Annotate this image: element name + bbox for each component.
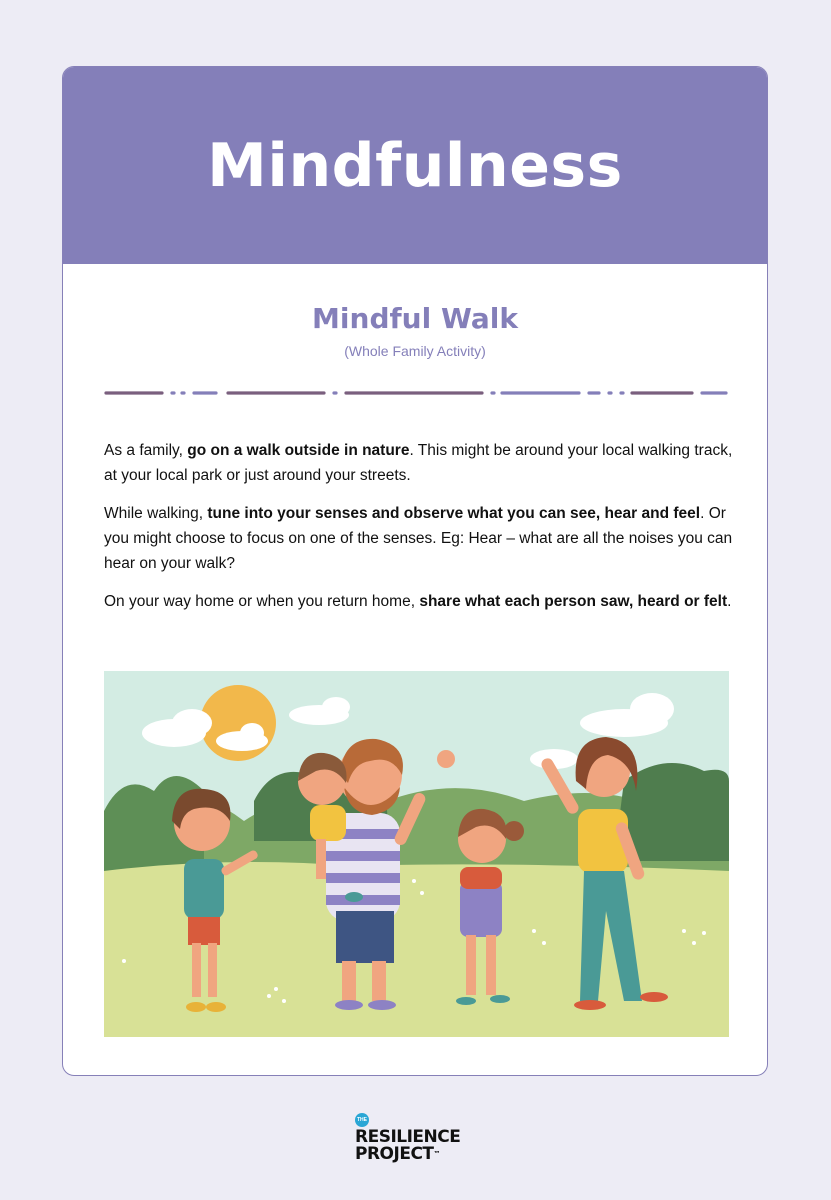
- paragraph-3: On your way home or when you return home, share what each person saw, heard or felt.: [104, 593, 732, 610]
- activity-note: (Whole Family Activity): [344, 343, 486, 359]
- logo-line-2: PROJECT™: [355, 1144, 441, 1164]
- dashed-divider: [104, 389, 728, 397]
- paragraph-1: As a family, go on a walk outside in nature. This might be around your local walking track, at your local park or just around your streets.: [104, 442, 733, 484]
- family-walk-illustration: [104, 671, 729, 1037]
- activity-card: [62, 66, 768, 1076]
- resilience-project-logo: [355, 1113, 479, 1167]
- logo-line-1: RESILIENCE: [355, 1127, 461, 1147]
- paragraph-2: While walking, tune into your senses and observe what you can see, hear and feel. Or you might choose to focus on one of the senses. Eg: Hear – what are all the noises you can hear on your walk?: [104, 505, 733, 572]
- activity-title: Mindful Walk: [312, 302, 518, 335]
- page-title: Mindfulness: [207, 130, 623, 201]
- logo-badge: THE: [355, 1113, 369, 1127]
- header-banner: [63, 67, 767, 264]
- activity-instructions: [104, 438, 734, 627]
